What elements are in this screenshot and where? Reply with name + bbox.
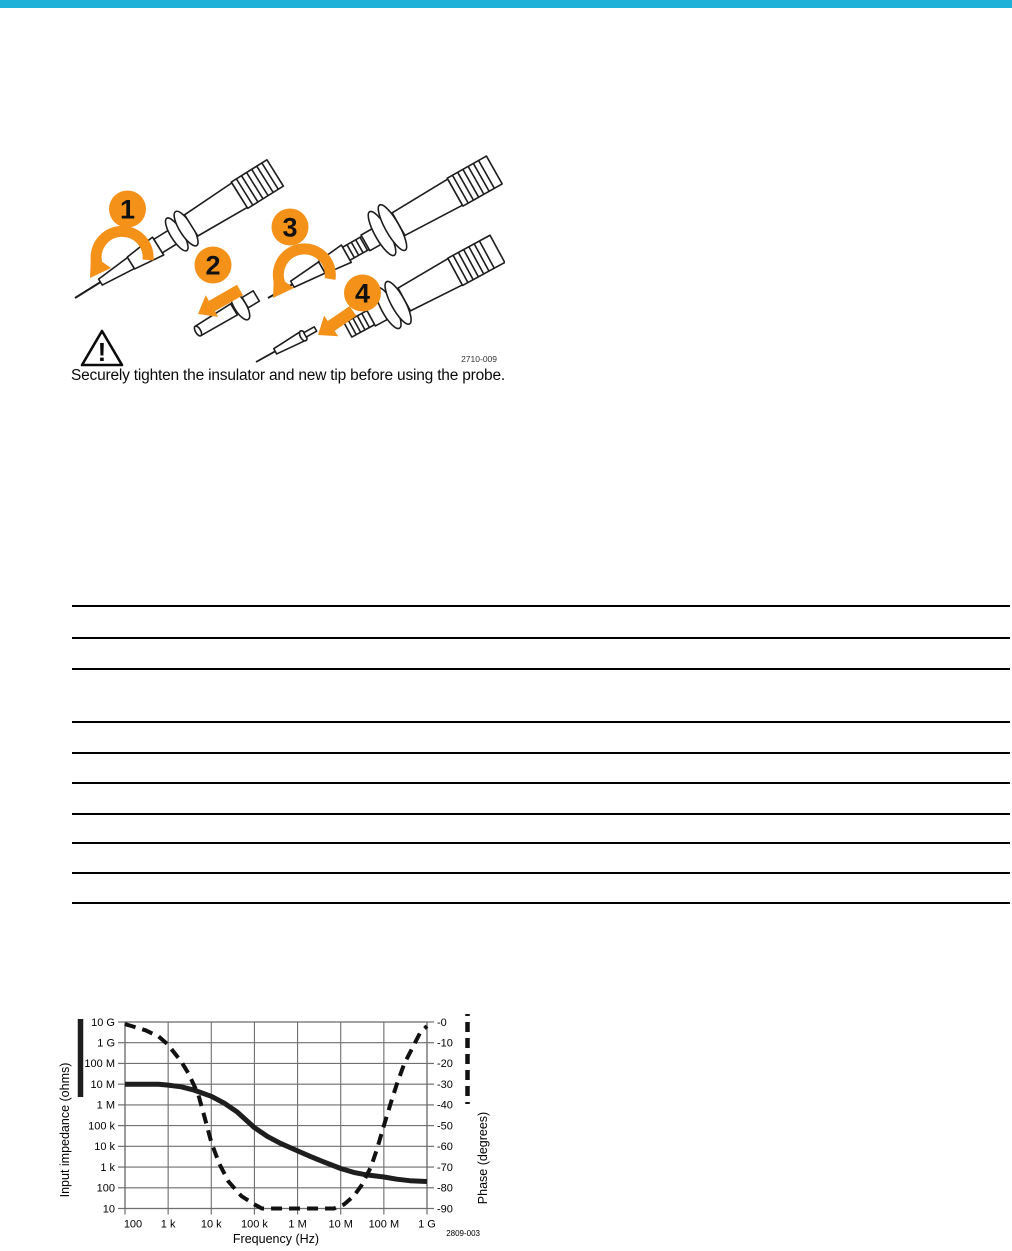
table-rule xyxy=(72,752,1010,754)
probe-needle xyxy=(75,282,100,298)
right-tick-label: -30 xyxy=(437,1078,453,1091)
x-tick-label: 100 xyxy=(123,1218,143,1231)
step-number-3: 3 xyxy=(282,212,298,243)
table-rule xyxy=(72,721,1010,723)
right-tick-label: -90 xyxy=(437,1203,453,1216)
table-rule xyxy=(72,842,1010,844)
phase-curve xyxy=(125,1024,427,1208)
plot-border xyxy=(125,1022,427,1209)
warning-exclamation: ! xyxy=(97,337,107,367)
right-tick-label: -40 xyxy=(437,1099,453,1112)
left-tick-label: 1 M xyxy=(96,1099,115,1112)
right-tick-label: -20 xyxy=(437,1058,453,1071)
left-tick-label: 1 G xyxy=(97,1037,115,1050)
spec-table xyxy=(72,605,1010,905)
table-rule xyxy=(72,782,1010,784)
table-rule xyxy=(72,813,1010,815)
probe-needle xyxy=(256,351,275,362)
step-number-1: 1 xyxy=(119,194,136,225)
figure-caption: Securely tighten the insulator and new tip before using the probe. xyxy=(71,367,506,384)
left-tick-label: 10 k xyxy=(94,1141,115,1154)
x-tick-label: 10 k xyxy=(200,1218,222,1231)
warning-triangle-icon xyxy=(82,331,122,367)
table-rule xyxy=(72,902,1010,904)
x-tick-label: 100 k xyxy=(240,1218,268,1231)
left-tick-label: 10 G xyxy=(91,1016,115,1029)
table-rule xyxy=(72,637,1010,639)
tip-stub xyxy=(304,327,317,337)
probe-tip-barrel xyxy=(289,262,325,290)
right-tick-label: -80 xyxy=(437,1182,453,1195)
left-tick-label: 10 M xyxy=(90,1078,115,1091)
probe-tip-barrel xyxy=(97,258,134,288)
left-tick-label: 100 k xyxy=(88,1120,115,1133)
chart-figure-number: 2809-003 xyxy=(446,1229,480,1238)
y-right-axis-title: Phase (degrees) xyxy=(476,1111,490,1205)
left-tick-label: 100 xyxy=(96,1182,115,1195)
right-tick-label: -60 xyxy=(437,1141,453,1154)
x-tick-label: 1 M xyxy=(288,1218,307,1231)
y-left-axis-title: Input impedance (ohms) xyxy=(58,1062,72,1198)
x-tick-label: 1 k xyxy=(160,1218,176,1231)
table-rule xyxy=(72,872,1010,874)
step-number-4: 4 xyxy=(354,278,371,309)
left-tick-label: 1 k xyxy=(100,1161,115,1174)
right-tick-label: -50 xyxy=(437,1120,453,1133)
top-accent-bar xyxy=(0,0,1012,8)
right-tick-label: -10 xyxy=(437,1037,453,1050)
figure-number-label: 2710-009 xyxy=(461,354,497,364)
left-tick-label: 100 M xyxy=(84,1058,115,1071)
step-number-2: 2 xyxy=(205,250,221,281)
impedance-phase-chart-svg xyxy=(55,1000,505,1251)
table-rule xyxy=(72,668,1010,670)
right-tick-label: -0 xyxy=(437,1016,447,1029)
x-tick-label: 10 M xyxy=(328,1218,353,1231)
table-rule xyxy=(72,605,1010,607)
removed-tip-piece xyxy=(253,324,318,367)
x-axis-title: Frequency (Hz) xyxy=(232,1232,320,1246)
x-tick-label: 1 G xyxy=(418,1218,436,1231)
impedance-phase-chart xyxy=(55,1000,505,1251)
probe-tip-replacement-figure xyxy=(60,150,505,368)
x-tick-label: 100 M xyxy=(368,1218,400,1231)
right-tick-label: -70 xyxy=(437,1161,453,1174)
left-tick-label: 10 xyxy=(102,1203,115,1216)
